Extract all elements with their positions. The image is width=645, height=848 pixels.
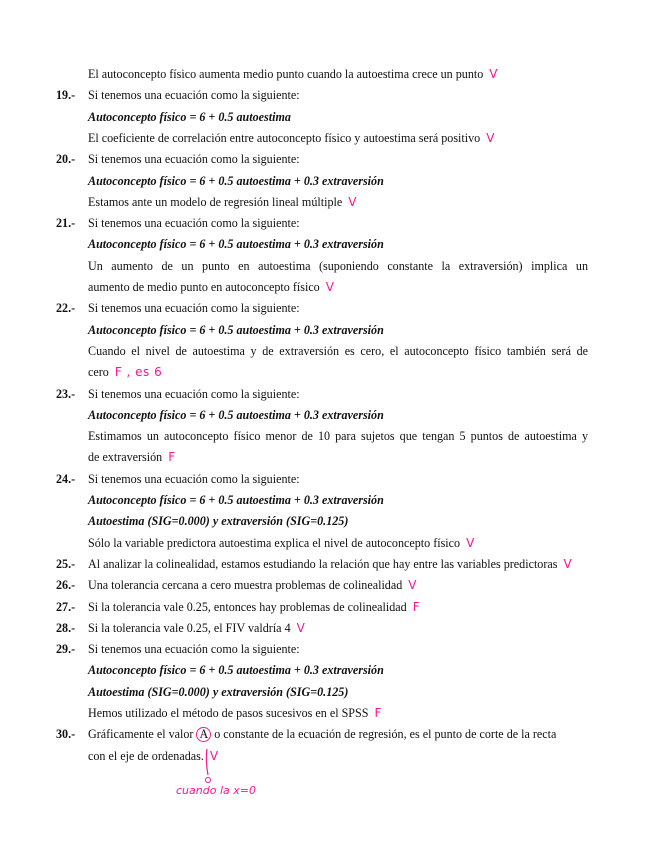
- handwritten-note: cuando la x=0: [176, 783, 256, 797]
- statement-text: cero: [88, 365, 109, 380]
- question-intro: Si tenemos una ecuación como la siguiente:: [88, 386, 300, 401]
- statement-text: con el eje de ordenadas.: [88, 748, 204, 763]
- equation-line: Autoconcepto físico = 6 + 0.5 autoestima + 0.3 extraversión: [88, 493, 384, 507]
- statement-text: o constante de la ecuación de regresión, es el punto de corte de la recta: [211, 727, 557, 742]
- question-intro: Si tenemos una ecuación como la siguiente:: [88, 152, 300, 167]
- statement-text: aumento de medio punto en autoconcepto físico: [88, 280, 320, 294]
- question-number: 28.-: [56, 620, 76, 635]
- question-number: 21.-: [56, 216, 76, 231]
- statement-text: de extraversión: [88, 450, 163, 465]
- statement-text: Cuando el nivel de autoestima y de extraversión es cero, el autoconcepto físico también será de: [88, 343, 588, 358]
- handwritten-mark: V: [348, 194, 357, 209]
- equation-line: Autoconcepto físico = 6 + 0.5 autoestima + 0.3 extraversión: [88, 322, 384, 337]
- handwritten-mark: F , es 6: [114, 365, 163, 380]
- handwritten-mark: V: [209, 748, 219, 763]
- handwritten-mark: F: [168, 450, 176, 465]
- statement-text: El coeficiente de correlación entre autoconcepto físico y autoestima será positivo: [88, 130, 481, 145]
- question-number: 29.-: [56, 642, 76, 657]
- question-number: 24.-: [56, 471, 76, 486]
- handwritten-mark: V: [325, 280, 335, 294]
- question-intro: Si tenemos una ecuación como la siguiente:: [88, 471, 300, 486]
- question-number: 26.-: [56, 578, 76, 593]
- question-number: 22.-: [56, 301, 76, 316]
- statement-text: Un aumento de un punto en autoestima (suponiendo constante la extraversión) implica un: [88, 258, 588, 273]
- statement-text: Gráficamente el valor: [88, 727, 197, 742]
- equation-line: Autoconcepto físico = 6 + 0.5 autoestima + 0.3 extraversión: [88, 663, 384, 678]
- question-number: 27.-: [56, 599, 76, 614]
- statement-text: El autoconcepto físico aumenta medio punto cuando la autoestima crece un punto: [88, 67, 484, 81]
- handwritten-mark: F: [412, 599, 421, 614]
- question-number: 23.-: [56, 386, 76, 401]
- statement-text: Estamos ante un modelo de regresión lineal múltiple: [88, 194, 343, 209]
- question-intro: Si tenemos una ecuación como la siguiente:: [88, 88, 300, 103]
- question-number: 19.-: [56, 88, 76, 103]
- handwritten-mark: V: [296, 620, 306, 635]
- equation-line: Autoconcepto físico = 6 + 0.5 autoestima + 0.3 extraversión: [88, 237, 384, 252]
- equation-line: Autoconcepto físico = 6 + 0.5 autoestima + 0.3 extraversión: [88, 173, 384, 188]
- equation-line: Autoconcepto físico = 6 + 0.5 autoestima: [88, 109, 291, 124]
- question-intro: Si tenemos una ecuación como la siguiente:: [88, 642, 300, 657]
- equation-line: Autoconcepto físico = 6 + 0.5 autoestima + 0.3 extraversión: [88, 407, 384, 422]
- statement-text: Sólo la variable predictora autoestima explica el nivel de autoconcepto físico: [88, 535, 461, 550]
- arrow-tail-dot: [206, 778, 211, 783]
- statement-text: Una tolerancia cercana a cero muestra problemas de colinealidad: [88, 578, 403, 593]
- handwritten-mark: V: [563, 556, 573, 571]
- statement-text: Hemos utilizado el método de pasos sucesivos en el SPSS: [88, 706, 369, 720]
- circled-letter: A: [196, 727, 211, 742]
- handwritten-mark: V: [486, 130, 495, 145]
- handwritten-mark: V: [408, 578, 417, 593]
- statement-text: Estimamos un autoconcepto físico menor de 10 para sujetos que tengan 5 puntos de autoestima y: [88, 429, 588, 444]
- handwritten-mark: F: [374, 706, 382, 720]
- handwritten-mark: V: [466, 535, 475, 550]
- question-number: 30.-: [56, 727, 76, 742]
- question-number: 20.-: [56, 152, 76, 167]
- statement-text: Si la tolerancia vale 0.25, el FIV valdría 4: [88, 620, 291, 635]
- equation-line: Autoestima (SIG=0.000) y extraversión (SIG=0.125): [88, 514, 349, 529]
- handwritten-mark: V: [489, 67, 498, 81]
- question-number: 25.-: [56, 556, 76, 571]
- question-intro: Si tenemos una ecuación como la siguiente:: [88, 301, 300, 316]
- statement-text: Al analizar la colinealidad, estamos estudiando la relación que hay entre las variables predictoras: [88, 556, 558, 571]
- statement-text: Si la tolerancia vale 0.25, entonces hay problemas de colinealidad: [88, 599, 407, 614]
- arrow-line: [206, 749, 208, 775]
- question-intro: Si tenemos una ecuación como la siguiente:: [88, 216, 300, 231]
- equation-line: Autoestima (SIG=0.000) y extraversión (SIG=0.125): [88, 684, 349, 699]
